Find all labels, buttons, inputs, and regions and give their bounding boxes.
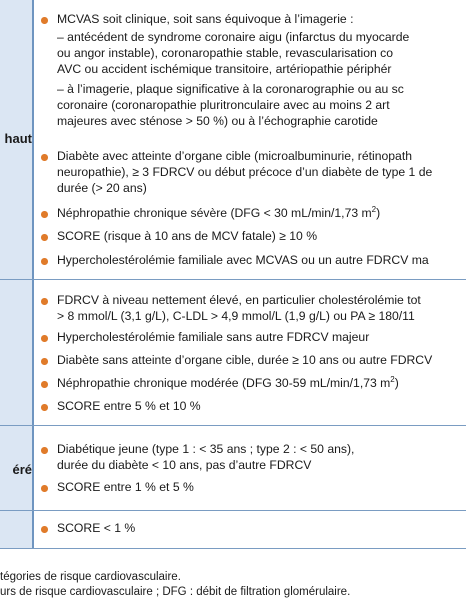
bullet-icon [41, 17, 48, 24]
row-content [37, 426, 466, 510]
criterion-text: > 8 mmol/L (3,1 g/L), C-LDL > 4,9 mmol/L (1,9 g/L) ou PA ≥ 180/11 [57, 309, 415, 323]
bullet-icon [41, 526, 48, 533]
bullet-icon [41, 154, 48, 161]
bullet-icon [41, 381, 48, 388]
criterion-text: MCVAS soit clinique, soit sans équivoque à l’imagerie : [57, 12, 354, 26]
criterion-text-end: ) [394, 376, 399, 390]
sub-criterion-text: – à l’imagerie, plaque significative à la coronarographie ou au sc [57, 82, 404, 96]
row-content [37, 280, 466, 425]
criterion-text: Hypercholestérolémie familiale sans autre FDRCV majeur [57, 330, 370, 344]
bullet-icon [41, 234, 48, 241]
criterion-text-main: Néphropathie chronique sévère (DFG < 30 mL/min/1,73 m [57, 206, 372, 220]
criterion-text: Diabétique jeune (type 1 : < 35 ans ; type 2 : < 50 ans), [57, 442, 355, 456]
row-tres-haut [0, 0, 466, 280]
superscript: 2 [390, 374, 395, 384]
criterion-text: SCORE entre 1 % et 5 % [57, 480, 194, 494]
bullet-icon [41, 404, 48, 411]
criterion-text: SCORE entre 5 % et 10 % [57, 399, 201, 413]
criterion-text: durée (> 20 ans) [57, 181, 147, 195]
row-label [0, 280, 34, 425]
bullet-icon [41, 358, 48, 365]
criterion-text-main: Néphropathie chronique modérée (DFG 30-59 mL/min/1,73 m [57, 376, 391, 390]
row-content [37, 511, 466, 548]
criterion-text [57, 206, 380, 221]
sub-criterion-text: majeures avec sténose > 50 %) ou à l’échographie carotide [57, 114, 378, 128]
bullet-icon [41, 258, 48, 265]
sub-criterion-text: – antécédent de syndrome coronaire aigu (infarctus du myocarde [57, 30, 410, 44]
bullet-icon [41, 447, 48, 454]
bullet-icon [41, 335, 48, 342]
row-faible [0, 511, 466, 549]
criterion-text: SCORE < 1 % [57, 521, 136, 535]
row-label [0, 511, 34, 548]
row-label-ere [0, 426, 34, 510]
sub-criterion-text: coronaire (coronaropathie pluritronculaire avec au moins 2 art [57, 98, 390, 112]
bullet-icon [41, 485, 48, 492]
row-label-haut [0, 0, 34, 279]
superscript: 2 [371, 204, 377, 214]
row-haut [0, 280, 466, 426]
criterion-text: neuropathie), ≥ 3 FDRCV ou début précoce d’un diabète de type 1 de [57, 165, 433, 179]
row-modere [0, 426, 466, 511]
criterion-text: durée du diabète < 10 ans, pas d’autre FDRCV [57, 458, 312, 472]
criterion-text: SCORE (risque à 10 ans de MCV fatale) ≥ 10 % [57, 229, 318, 243]
risk-level-label: haut [4, 131, 32, 146]
criterion-text: Diabète sans atteinte d’organe cible, durée ≥ 10 ans ou autre FDRCV [57, 353, 433, 367]
bullet-icon [41, 211, 48, 218]
table-caption: tégories de risque cardiovasculaire. [0, 571, 181, 583]
bullet-icon [41, 298, 48, 305]
row-content [37, 0, 466, 279]
sub-criterion-text: ou angor instable), coronaropathie stable, revascularisation co [57, 46, 394, 60]
criterion-text: Hypercholestérolémie familiale avec MCVAS ou un autre FDRCV ma [57, 253, 429, 267]
criterion-text: FDRCV à niveau nettement élevé, en particulier cholestérolémie tot [57, 293, 421, 307]
risk-level-label: éré [12, 462, 32, 477]
criterion-text-end: ) [376, 206, 381, 220]
sub-criterion-text: AVC ou accident ischémique transitoire, artériopathie périphér [57, 62, 392, 76]
criterion-text [57, 376, 399, 391]
criterion-text: Diabète avec atteinte d’organe cible (microalbuminurie, rétinopath [57, 149, 412, 163]
table-footnote: urs de risque cardiovasculaire ; DFG : débit de filtration glomérulaire. [0, 586, 351, 598]
